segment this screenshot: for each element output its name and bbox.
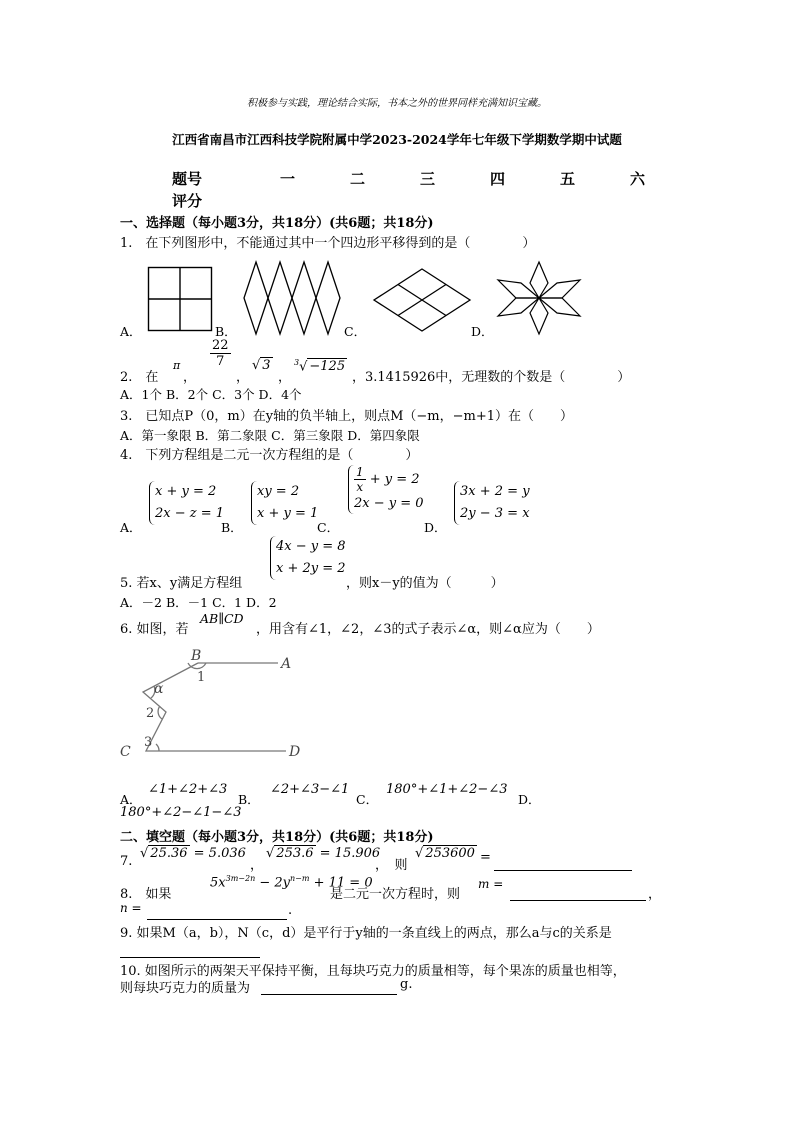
q7-r3: 253600: [425, 846, 475, 861]
score-col-5: 五: [560, 170, 576, 188]
q4-b-eq2: x + y = 1: [257, 506, 319, 521]
q1-label-b: B．: [215, 324, 237, 339]
q6-opt-c-label: C．: [356, 792, 379, 807]
q5-eq1: 4x − y = 8: [276, 539, 346, 554]
q8-m-blank[interactable]: [510, 882, 646, 901]
q10-line2-b: g.: [400, 977, 413, 992]
q8-num: 8. 如果: [120, 887, 172, 902]
q1-figure-a-grid: [148, 267, 212, 331]
q7-mid: ， 则: [375, 858, 408, 873]
q4-d-eq1: 3x + 2 = y: [460, 484, 530, 499]
q4-label-c: C．: [317, 520, 340, 535]
q5-text-b: ，则x－y的值为（ ）: [346, 576, 504, 591]
q8-mid: − 2y: [255, 875, 291, 891]
q2-frac-num: 22: [212, 338, 229, 353]
score-col-3: 三: [420, 170, 436, 188]
q7-expr2: √ 253.6 = 15.906: [266, 846, 381, 861]
q2-frac-den: 7: [216, 354, 225, 369]
q8-m-label: m =: [478, 877, 504, 891]
q1-label-d: D．: [471, 324, 494, 339]
q6-label-c: C: [120, 744, 131, 760]
q9-answer-blank[interactable]: [120, 939, 260, 958]
q6-text-a: 6. 如图，若: [120, 622, 189, 637]
q4-c-frac-num: 1: [356, 465, 364, 479]
q7-expr1: √ 25.36 = 5.036: [140, 846, 246, 861]
q1-label-a: A．: [120, 324, 142, 339]
q7-expr3: √ 253600: [415, 846, 475, 861]
q1-figure-c-rhombus-grid: [372, 268, 472, 332]
q8-text: 是二元一次方程时，则: [330, 887, 461, 902]
q8-tail-expr: + 11 = 0: [309, 875, 373, 891]
q4-c-frac-den: x: [356, 480, 364, 494]
q8-period: .: [288, 903, 293, 918]
q6-label-alpha: α: [154, 681, 164, 697]
q6-opt-a: ∠1+∠2+∠3: [148, 782, 228, 797]
q4-c-eq2: 2x − y = 0: [354, 496, 424, 511]
q6-condition: AB∥CD: [200, 611, 244, 626]
q8-expr: 5x: [210, 875, 226, 891]
q4-c-eq1-tail: + y = 2: [369, 472, 420, 487]
q4-d-eq2: 2y − 3 = x: [460, 506, 530, 521]
q1-figure-d-star: [498, 262, 580, 334]
q7-r1: 25.36: [150, 846, 188, 861]
q4-label-b: B．: [221, 520, 243, 535]
section2-heading: 二、填空题（每小题3分，共18分）(共6题；共18分): [120, 830, 434, 845]
q2-sep-2: ，: [236, 370, 250, 385]
q4-b-eq1: xy = 2: [257, 484, 300, 499]
q8-comma: ，: [648, 887, 662, 902]
q2-cbrt-index: 3: [294, 358, 300, 367]
q2-pi: π: [173, 359, 181, 372]
q5-system: [270, 536, 346, 580]
q1-figure-b-rhombus-row: [244, 262, 344, 334]
q1-label-c: C．: [344, 324, 367, 339]
q4-text: 4. 下列方程组是二元一次方程组的是（ ）: [120, 448, 419, 463]
exam-title: 江西省南昌市江西科技学院附属中学2023-2024学年七年级下学期数学期中试题: [172, 132, 622, 147]
q9-text: 9. 如果M（a，b），N（c，d）是平行于y轴的一条直线上的两点，那么a与c的关系是: [120, 926, 612, 941]
q4-label-a: A．: [120, 520, 142, 535]
q2-cbrt-radicand: −125: [309, 359, 346, 375]
q6-label-a: A: [281, 656, 292, 672]
q6-label-b: B: [191, 648, 202, 664]
q6-label-angle3: 3: [144, 735, 153, 750]
q4-c-eq1: [354, 465, 424, 494]
q6-text-b: ，用含有∠1，∠2，∠3的式子表示∠α，则∠α应为（ ）: [256, 622, 600, 637]
q6-opt-d-label: D．: [518, 792, 541, 807]
q6-label-d: D: [289, 744, 301, 760]
score-col-4: 四: [490, 170, 506, 188]
section1-heading: 一、选择题（每小题3分，共18分）(共6题；共18分): [120, 216, 434, 231]
q2-sep-1: ，: [183, 370, 197, 385]
q6-opt-d: 180°+∠2−∠1−∠3: [120, 805, 242, 820]
q2-sqrt3: √ 3: [252, 358, 271, 373]
q5-text-a: 5. 若x、y满足方程组: [120, 576, 243, 591]
q2-sqrt3-radicand: 3: [262, 358, 271, 373]
q7-answer-blank[interactable]: [494, 852, 632, 871]
q1-text: 1. 在下列图形中，不能通过其中一个四边形平移得到的是（ ）: [120, 236, 536, 251]
q4-system-a: [149, 481, 224, 525]
q10-line2-a: 则每块巧克力的质量为: [120, 981, 251, 996]
q6-label-angle2: 2: [146, 706, 155, 721]
q2-tail: ，3.1415926中，无理数的个数是（ ）: [352, 370, 631, 385]
q8-n-label: n =: [120, 901, 142, 915]
q4-a-eq1: x + y = 2: [155, 484, 217, 499]
q3-options: A．第一象限 B．第二象限 C．第三象限 D．第四象限: [120, 428, 420, 443]
q4-system-b: [251, 481, 318, 525]
motto: 积极参与实践，理论结合实际，书本之外的世界同样充满知识宝藏。: [247, 98, 547, 109]
q3-text: 3. 已知点P（0，m）在y轴的负半轴上，则点M（−m，−m+1）在（ ）: [120, 409, 574, 424]
score-col-6: 六: [630, 170, 646, 188]
q8-n-blank[interactable]: [147, 901, 287, 920]
q8-exp2: n−m: [290, 874, 310, 883]
q4-a-eq2: 2x − z = 1: [155, 506, 225, 521]
q5-eq2: x + 2y = 2: [276, 561, 346, 576]
score-col-1: 一: [280, 170, 296, 188]
q2-options: A．1个 B．2个 C．3个 D．4个: [120, 387, 302, 402]
q6-opt-b-label: B．: [238, 792, 260, 807]
q5-options: A．－2 B．－1 C．1 D．2: [120, 595, 277, 610]
q4-label-d: D．: [424, 520, 447, 535]
q6-label-angle1: 1: [197, 670, 206, 685]
score-col-2: 二: [350, 170, 366, 188]
q2-fraction: [210, 338, 231, 369]
score-row-label: 评分: [172, 192, 203, 210]
q6-opt-c: 180°+∠1+∠2−∠3: [386, 782, 508, 797]
q7-r2: 253.6: [276, 846, 314, 861]
q10-answer-blank[interactable]: [261, 976, 397, 995]
q4-system-c: [348, 465, 424, 514]
q2-sep-3: ，: [278, 370, 292, 385]
q2-num: 2. 在: [120, 370, 159, 385]
score-header-label: 题号: [172, 170, 203, 188]
q7-num: 7.: [120, 854, 133, 869]
q7-v2: = 15.906: [319, 846, 381, 861]
q6-opt-b: ∠2+∠3−∠1: [270, 782, 350, 797]
q6-opt-a-label: A．: [120, 792, 142, 807]
q7-v1: = 5.036: [193, 846, 246, 861]
q7-sep: ，: [250, 858, 264, 873]
q10-line1: 10. 如图所示的两架天平保持平衡，且每块巧克力的质量相等，每个果冻的质量也相等，: [120, 964, 626, 979]
q4-system-d: [454, 481, 530, 525]
q8-exp1: 3m−2n: [225, 874, 256, 883]
q7-eq: =: [480, 850, 491, 865]
q2-cbrt: $^3$√ −125: [294, 358, 346, 375]
